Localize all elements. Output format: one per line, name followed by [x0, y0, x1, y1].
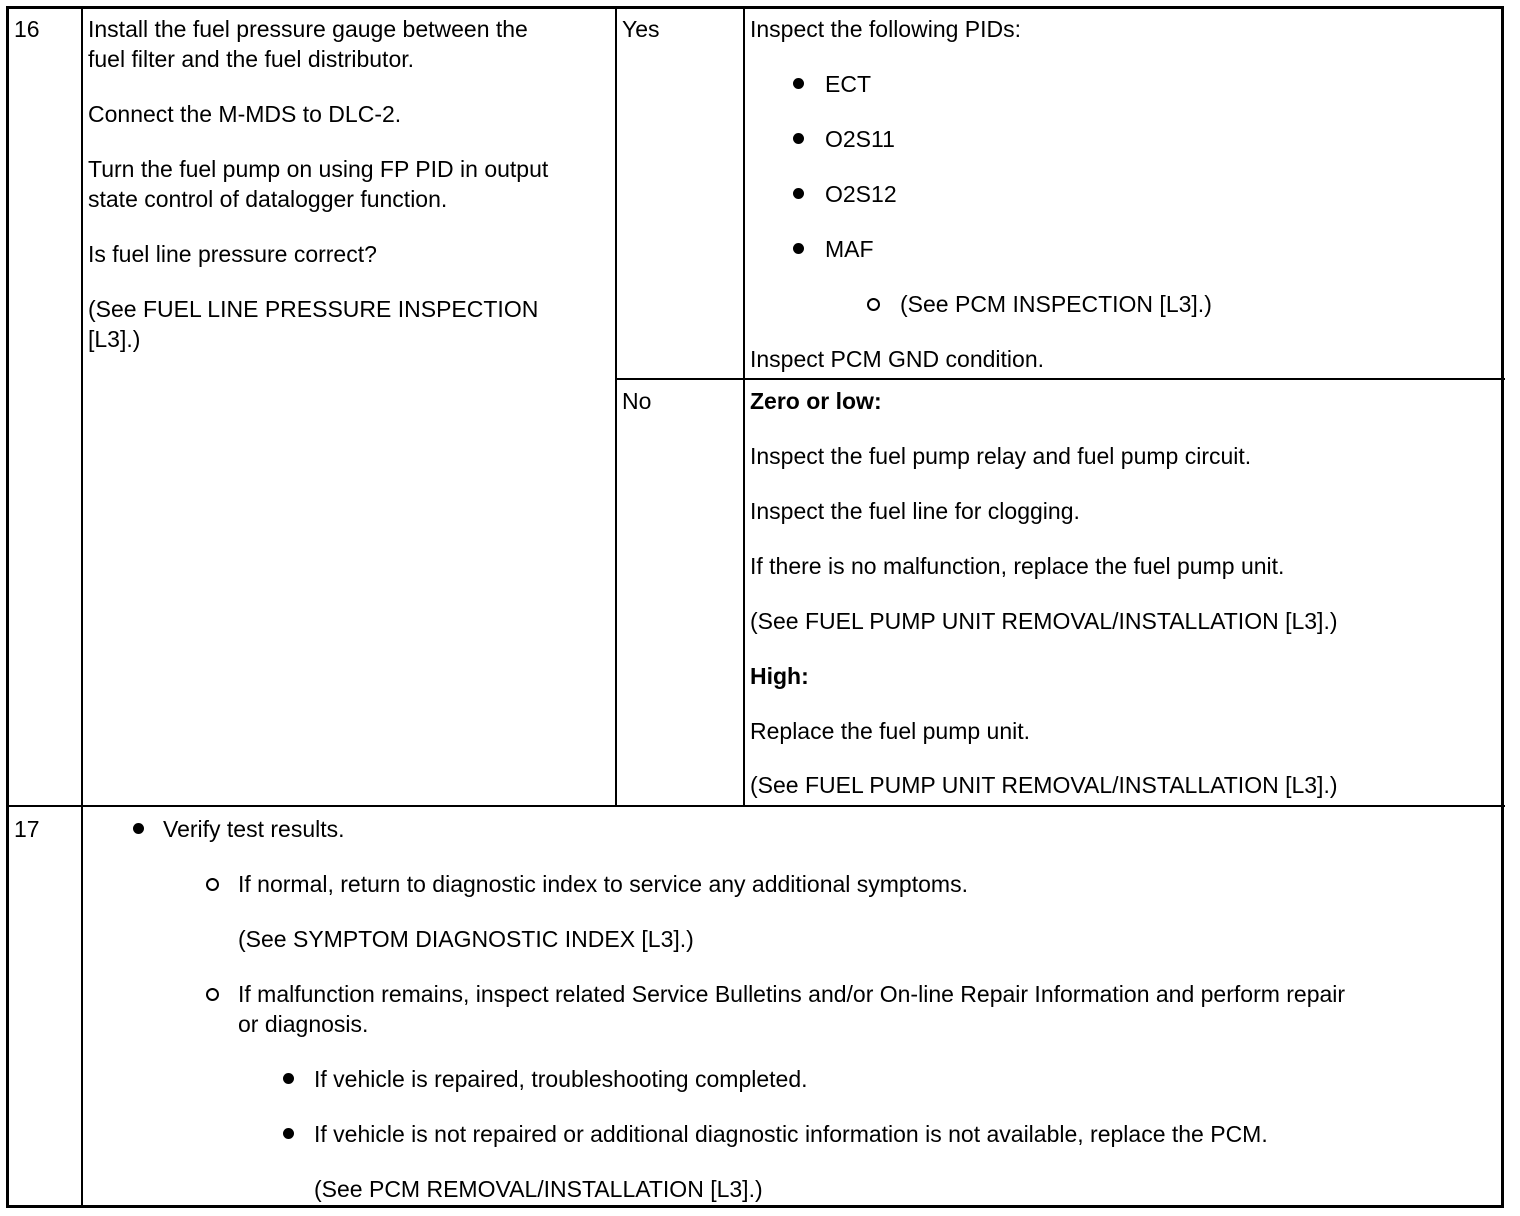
- verify-text: Verify test results.: [163, 816, 345, 842]
- col-divider-action: [615, 8, 617, 806]
- no-line: Inspect the fuel pump relay and fuel pump circuit.: [750, 443, 1252, 469]
- sub-bullet-icon: [867, 298, 880, 311]
- action-line: Install the fuel pressure gauge between the: [88, 16, 528, 42]
- no-line: (See FUEL PUMP UNIT REMOVAL/INSTALLATION [L3].): [750, 608, 1338, 634]
- normal-text: If normal, return to diagnostic index to service any additional symptoms.: [238, 871, 968, 897]
- col-divider-step: [81, 8, 83, 1206]
- pid-item: O2S11: [825, 126, 895, 152]
- remains-text: If malfunction remains, inspect related Service Bulletins and/or On-line Repair Information and perform repair: [238, 981, 1346, 1007]
- action-line: fuel filter and the fuel distributor.: [88, 46, 415, 72]
- action-line: state control of datalogger function.: [88, 186, 448, 212]
- pcm-inspection-ref: (See PCM INSPECTION [L3].): [900, 291, 1212, 317]
- heading-zero-or-low: Zero or low:: [750, 388, 882, 414]
- bullet-icon: [793, 133, 804, 144]
- sub-bullet-icon: [206, 878, 219, 891]
- action-line: Turn the fuel pump on using FP PID in output: [88, 156, 549, 182]
- bullet-icon: [793, 188, 804, 199]
- row-divider-yes-no: [615, 378, 1505, 380]
- bullet-icon: [133, 823, 144, 834]
- not-repaired-text: If vehicle is not repaired or additional diagnostic information is not available, replace the PCM.: [314, 1121, 1268, 1147]
- result-no-label: No: [622, 388, 652, 414]
- pcm-removal-ref: (See PCM REMOVAL/INSTALLATION [L3].): [314, 1176, 763, 1202]
- yes-intro: Inspect the following PIDs:: [750, 16, 1022, 42]
- action-line: [L3].): [88, 326, 141, 352]
- no-line: Inspect the fuel line for clogging.: [750, 498, 1080, 524]
- bullet-icon: [283, 1128, 294, 1139]
- no-line: (See FUEL PUMP UNIT REMOVAL/INSTALLATION [L3].): [750, 772, 1338, 798]
- bullet-icon: [283, 1073, 294, 1084]
- action-line: Is fuel line pressure correct?: [88, 241, 377, 267]
- action-line: (See FUEL LINE PRESSURE INSPECTION: [88, 296, 539, 322]
- pid-item: MAF: [825, 236, 874, 262]
- step-number-17: 17: [14, 816, 40, 842]
- sub-bullet-icon: [206, 988, 219, 1001]
- remains-text: or diagnosis.: [238, 1011, 369, 1037]
- col-divider-result: [743, 8, 745, 806]
- pid-item: ECT: [825, 71, 871, 97]
- result-yes-label: Yes: [622, 16, 660, 42]
- row-divider-16-17: [8, 805, 1505, 807]
- no-line: Replace the fuel pump unit.: [750, 718, 1031, 744]
- heading-high: High:: [750, 663, 809, 689]
- pid-item: O2S12: [825, 181, 897, 207]
- bullet-icon: [793, 243, 804, 254]
- action-line: Connect the M-MDS to DLC-2.: [88, 101, 402, 127]
- yes-closing: Inspect PCM GND condition.: [750, 346, 1045, 372]
- symptom-index-ref: (See SYMPTOM DIAGNOSTIC INDEX [L3].): [238, 926, 694, 952]
- no-line: If there is no malfunction, replace the fuel pump unit.: [750, 553, 1285, 579]
- bullet-icon: [793, 78, 804, 89]
- step-number-16: 16: [14, 16, 40, 42]
- repaired-text: If vehicle is repaired, troubleshooting completed.: [314, 1066, 808, 1092]
